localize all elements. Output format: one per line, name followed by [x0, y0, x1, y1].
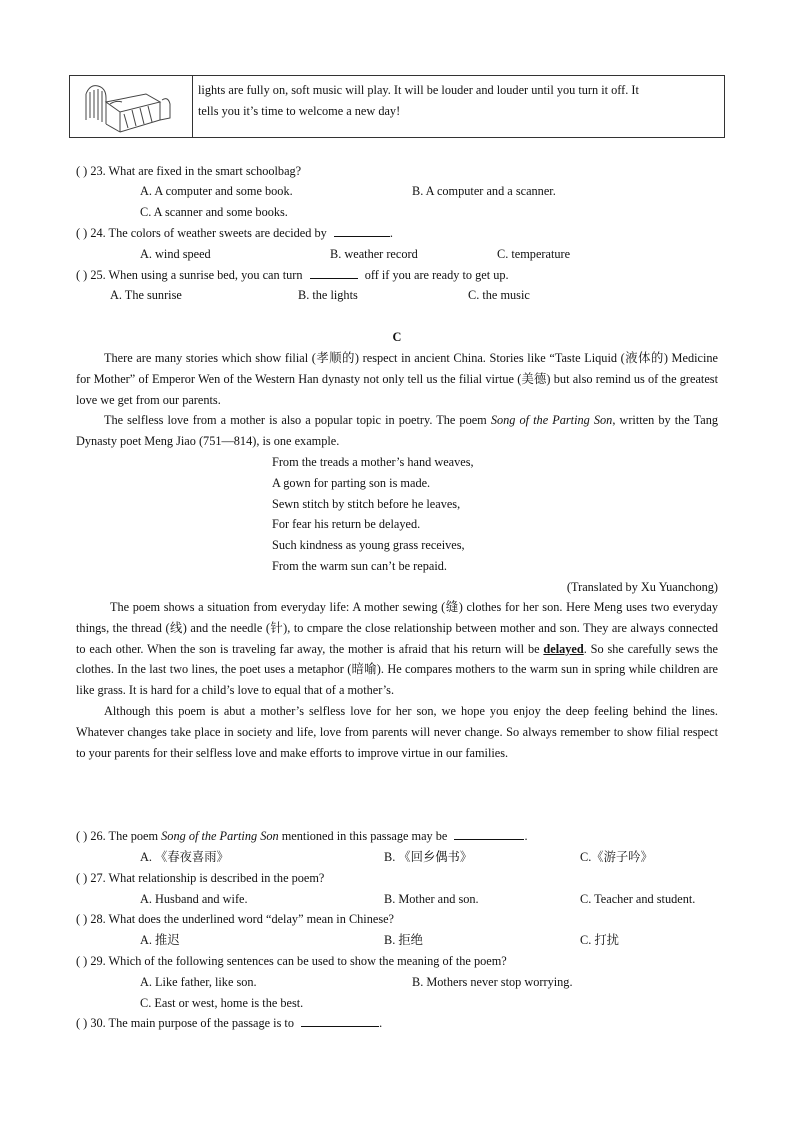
paragraph-1-text: There are many stories which show filial (孝顺的) respect in ancient China. Stories like “Taste Liquid (液体的) Medicine for Mother” of Emperor Wen of the Western Han dynasty not only tell us the filial virtue (美德) but also remind us of the greatest love we get from our parents. [76, 351, 718, 407]
q26-option-b[interactable]: B. 《回乡偶书》 [384, 850, 473, 864]
q24-blank[interactable] [334, 226, 390, 237]
table-line-2: tells you it’s time to welcome a new day! [198, 104, 401, 118]
q25-option-c[interactable]: C. the music [468, 288, 530, 302]
q24-text: ( ) 24. The colors of weather sweets are decided by [76, 226, 327, 240]
poem-title: Song of the Parting Son [490, 413, 613, 428]
q24-option-b[interactable]: B. weather record [330, 247, 418, 261]
underlined-word: delayed [543, 641, 584, 656]
q27-option-c[interactable]: C. Teacher and student. [580, 892, 696, 906]
q26-pre: ( ) 26. The poem [76, 829, 162, 843]
q30-end: . [379, 1016, 383, 1030]
q25-option-b[interactable]: B. the lights [298, 288, 358, 302]
q26-end: . [524, 829, 528, 843]
table-divider [192, 76, 193, 137]
q29-option-c[interactable]: C. East or west, home is the best. [140, 996, 304, 1010]
question-23: ( ) 23. What are fixed in the smart schoolbag? [76, 164, 302, 178]
question-25 [76, 268, 509, 283]
q27-option-a[interactable]: A. Husband and wife. [140, 892, 248, 906]
poem-line-3: Sewn stitch by stitch before he leaves, [272, 496, 461, 511]
q28-option-a[interactable]: A. 推迟 [140, 933, 180, 947]
question-28: ( ) 28. What does the underlined word “delay” mean in Chinese? [76, 912, 395, 926]
q29-option-a[interactable]: A. Like father, like son. [140, 975, 257, 989]
q25-blank[interactable] [310, 268, 358, 279]
poem-line-6: From the warm sun can’t be repaid. [272, 558, 447, 573]
para2-post: , written by the Tang Dynasty poet Meng Jiao (751—814), is one example. [76, 413, 719, 449]
q25-option-a[interactable]: A. The sunrise [110, 288, 182, 302]
question-26 [76, 829, 528, 844]
q25-text-end: off if you are ready to get up. [364, 268, 509, 282]
q26-option-c[interactable]: C.《游子吟》 [580, 850, 653, 864]
q25-text: ( ) 25. When using a sunrise bed, you can turn [76, 268, 303, 282]
translator-credit: (Translated by Xu Yuanchong) [566, 580, 718, 594]
poem [272, 452, 474, 577]
para3-post: . So she carefully sews the clothes. In the last two lines, the poet uses a metaphor (暗喻). He compares mothers to the warm sun in spring while children are like grass. It is hard for a child’s love to equal that of a mother’s. [76, 641, 718, 698]
para3-pre: The poem shows a situation from everyday life: A mother sewing (缝) clothes for her son. Here Meng uses two everyday things, the thread (线) and the needle (针), to cmpare the close relationship between mother and son. They are always connected to each other. When the son is traveling far away, the mother is afraid that his return will be [76, 600, 718, 656]
paragraph-2 [76, 410, 718, 452]
q23-option-a[interactable]: A. A computer and some book. [140, 184, 293, 198]
question-29: ( ) 29. Which of the following sentences can be used to show the meaning of the poem? [76, 954, 507, 968]
para2-pre: The selfless love from a mother is also a popular topic in poetry. The poem [104, 413, 491, 428]
section-title: C [392, 330, 402, 344]
question-24 [76, 226, 393, 241]
q30-text: ( ) 30. The main purpose of the passage is to [76, 1016, 294, 1030]
table-text [198, 80, 720, 122]
q28-option-c[interactable]: C. 打扰 [580, 933, 619, 947]
bed-image [76, 80, 188, 135]
poem-line-5: Such kindness as young grass receives, [272, 538, 465, 553]
q24-option-c[interactable]: C. temperature [497, 247, 571, 261]
paragraph-3-text [76, 597, 718, 701]
q24-end: . [389, 226, 393, 240]
paragraph-4: Although this poem is abut a mother’s selfless love for her son, we hope you enjoy the deep feeling behind the lines. Whatever changes take place in society and life, love from parents will never change. So always remember to show filial respect to your parents for their selfless love and make efforts to improve virtue in our families. [76, 703, 718, 760]
q26-title: Song of the Parting Son [161, 829, 279, 843]
passage-table [69, 75, 725, 138]
q27-option-b[interactable]: B. Mother and son. [384, 892, 479, 906]
q26-blank[interactable] [454, 829, 524, 840]
poem-line-4: For fear his return be delayed. [272, 517, 421, 532]
poem-line-2: A gown for parting son is made. [272, 475, 431, 490]
paragraph-3 [76, 597, 718, 763]
question-27: ( ) 27. What relationship is described in the poem? [76, 871, 325, 885]
q28-option-b[interactable]: B. 拒绝 [384, 933, 423, 947]
table-line-1: lights are fully on, soft music will play. It will be louder and louder until you turn it off. It [198, 83, 639, 97]
bed-icon [76, 80, 188, 135]
q26-post: mentioned in this passage may be [278, 829, 448, 843]
poem-line-1: From the treads a mother’s hand weaves, [272, 455, 474, 469]
q23-option-b[interactable]: B. A computer and a scanner. [412, 184, 556, 198]
q29-option-b[interactable]: B. Mothers never stop worrying. [412, 975, 573, 989]
question-30 [76, 1016, 382, 1031]
q30-blank[interactable] [301, 1016, 379, 1027]
q26-option-a[interactable]: A. 《春夜喜雨》 [140, 850, 229, 864]
q23-option-c[interactable]: C. A scanner and some books. [140, 205, 288, 219]
paragraph-1 [76, 348, 718, 452]
q24-option-a[interactable]: A. wind speed [140, 247, 211, 261]
